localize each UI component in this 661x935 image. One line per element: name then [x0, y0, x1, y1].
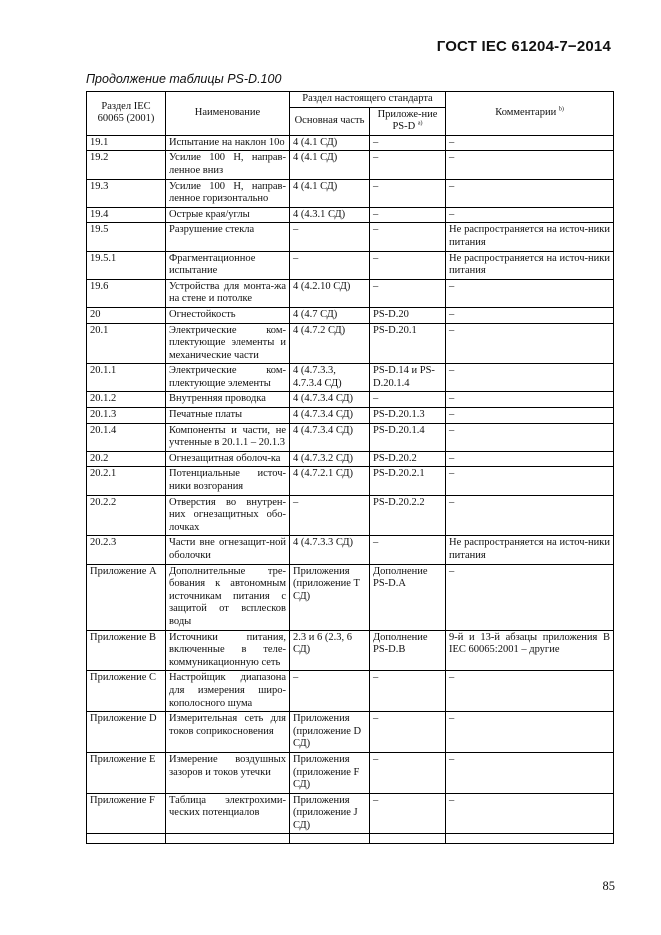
main-part-cell: Приложения (приложение D СД)	[290, 712, 370, 753]
footnote-b: b)	[558, 106, 564, 113]
name-cell: Огнестойкость	[166, 307, 290, 323]
table-row	[87, 423, 614, 451]
main-part-cell: 4 (4.7 СД)	[290, 307, 370, 323]
comment-cell: –	[446, 467, 614, 495]
comment-cell: –	[446, 323, 614, 364]
main-part-cell: –	[290, 495, 370, 536]
appendix-cell: –	[370, 536, 446, 564]
table-row	[87, 307, 614, 323]
blank-cell	[87, 834, 166, 844]
comment-cell: –	[446, 712, 614, 753]
section-cell: Приложение E	[87, 752, 166, 793]
name-cell: Усилие 100 Н, направ-ленное вниз	[166, 151, 290, 179]
comment-cell: –	[446, 179, 614, 207]
table-row	[87, 323, 614, 364]
appendix-cell: –	[370, 207, 446, 223]
section-cell: 19.5.1	[87, 251, 166, 279]
appendix-cell: –	[370, 135, 446, 151]
section-cell: 19.3	[87, 179, 166, 207]
page-number: 85	[602, 879, 615, 893]
table-row	[87, 630, 614, 671]
name-cell: Фрагментационное испытание	[166, 251, 290, 279]
appendix-cell: PS-D.20.2.2	[370, 495, 446, 536]
section-cell: 20.2	[87, 451, 166, 467]
name-cell: Разрушение стекла	[166, 223, 290, 251]
main-part-cell: 4 (4.7.2.1 СД)	[290, 467, 370, 495]
appendix-cell: –	[370, 151, 446, 179]
blank-row	[87, 834, 614, 844]
standard-header: ГОСТ IEC 61204-7−2014	[436, 38, 611, 55]
main-part-cell: Приложения (приложение Т СД)	[290, 564, 370, 630]
name-cell: Усилие 100 Н, направ-ленное горизонтально	[166, 179, 290, 207]
table-row	[87, 135, 614, 151]
name-cell: Печатные платы	[166, 408, 290, 424]
appendix-cell: PS-D.20.1.4	[370, 423, 446, 451]
appendix-cell: –	[370, 279, 446, 307]
appendix-cell: –	[370, 752, 446, 793]
section-cell: 19.4	[87, 207, 166, 223]
appendix-cell: –	[370, 712, 446, 753]
table-row	[87, 279, 614, 307]
appendix-cell: –	[370, 251, 446, 279]
main-part-cell: –	[290, 223, 370, 251]
header-section-std: Раздел настоящего стандарта	[290, 92, 446, 108]
main-part-cell: 2.3 и 6 (2.3, 6 СД)	[290, 630, 370, 671]
header-appendix: Приложе-ние PS-D $^{a)}$	[370, 107, 446, 135]
header-name: Наименование	[166, 92, 290, 136]
name-cell: Отверстия во внутрен-них огнезащитных обо-лочках	[166, 495, 290, 536]
name-cell: Компоненты и части, не учтенные в 20.1.1 – 20.1.3	[166, 423, 290, 451]
name-cell: Части вне огнезащит-ной оболочки	[166, 536, 290, 564]
comment-cell: –	[446, 279, 614, 307]
header-comments: Комментарии $^{b)}$	[446, 92, 614, 136]
comment-cell: –	[446, 151, 614, 179]
comment-cell: 9-й и 13-й абзацы приложения В IEC 60065:2001 – другие	[446, 630, 614, 671]
section-cell: 20.1	[87, 323, 166, 364]
table-row	[87, 752, 614, 793]
comment-cell: –	[446, 423, 614, 451]
section-cell: 20	[87, 307, 166, 323]
section-cell: 20.1.1	[87, 364, 166, 392]
appendix-cell: Дополнение PS-D.A	[370, 564, 446, 630]
name-cell: Испытание на наклон 10о	[166, 135, 290, 151]
name-cell: Острые края/углы	[166, 207, 290, 223]
name-cell: Дополнительные тре-бования к автономным источникам питания с защитой от всплесков воды	[166, 564, 290, 630]
comment-cell: –	[446, 451, 614, 467]
section-cell: Приложение В	[87, 630, 166, 671]
table-row	[87, 207, 614, 223]
section-cell: Приложение А	[87, 564, 166, 630]
section-cell: 20.1.2	[87, 392, 166, 408]
table-row	[87, 495, 614, 536]
table-row	[87, 392, 614, 408]
main-part-cell: –	[290, 671, 370, 712]
main-part-cell: 4 (4.7.3.3 СД)	[290, 536, 370, 564]
blank-cell	[370, 834, 446, 844]
main-part-cell: 4 (4.7.3.4 СД)	[290, 423, 370, 451]
name-cell: Огнезащитная оболоч-ка	[166, 451, 290, 467]
table-row	[87, 793, 614, 834]
main-part-cell: 4 (4.3.1 СД)	[290, 207, 370, 223]
main-part-cell: 4 (4.7.3.4 СД)	[290, 392, 370, 408]
table-row	[87, 564, 614, 630]
table-row	[87, 467, 614, 495]
footnote-a: a)	[417, 120, 423, 127]
main-part-cell: Приложения (приложение F СД)	[290, 752, 370, 793]
main-part-cell: 4 (4.7.2 СД)	[290, 323, 370, 364]
main-part-cell: 4 (4.7.3.2 СД)	[290, 451, 370, 467]
name-cell: Настройщик диапазона для измерения широ-кополосного шума	[166, 671, 290, 712]
comment-cell: –	[446, 495, 614, 536]
table-row	[87, 712, 614, 753]
blank-cell	[290, 834, 370, 844]
main-part-cell: 4 (4.7.3.3, 4.7.3.4 СД)	[290, 364, 370, 392]
section-cell: 20.2.3	[87, 536, 166, 564]
comment-cell: –	[446, 135, 614, 151]
comment-cell: –	[446, 364, 614, 392]
table-row	[87, 536, 614, 564]
name-cell: Потенциальные источ-ники возгорания	[166, 467, 290, 495]
section-cell: 20.2.2	[87, 495, 166, 536]
appendix-cell: PS-D.20.1	[370, 323, 446, 364]
table-row	[87, 451, 614, 467]
header-section-iec: Раздел IEC 60065 (2001)	[87, 92, 166, 136]
main-part-cell: –	[290, 251, 370, 279]
name-cell: Внутренняя проводка	[166, 392, 290, 408]
appendix-cell: –	[370, 793, 446, 834]
appendix-cell: PS-D.20.2.1	[370, 467, 446, 495]
appendix-cell: –	[370, 671, 446, 712]
requirements-table	[86, 91, 614, 844]
section-cell: 19.6	[87, 279, 166, 307]
section-cell: Приложение F	[87, 793, 166, 834]
name-cell: Устройства для монта-жа на стене и потолке	[166, 279, 290, 307]
comment-cell: –	[446, 207, 614, 223]
comment-cell: –	[446, 564, 614, 630]
header-main-part: Основная часть	[290, 107, 370, 135]
main-part-cell: Приложения (приложение J СД)	[290, 793, 370, 834]
comment-cell: –	[446, 671, 614, 712]
comment-cell: –	[446, 752, 614, 793]
comment-cell: Не распространяется на источ-ники питания	[446, 536, 614, 564]
table-row	[87, 151, 614, 179]
blank-cell	[446, 834, 614, 844]
table-row	[87, 223, 614, 251]
comment-cell: –	[446, 392, 614, 408]
table-row	[87, 364, 614, 392]
main-part-cell: 4 (4.1 СД)	[290, 179, 370, 207]
appendix-cell: PS-D.20	[370, 307, 446, 323]
name-cell: Электрические ком-плектующие элементы	[166, 364, 290, 392]
section-cell: 19.5	[87, 223, 166, 251]
section-cell: 19.2	[87, 151, 166, 179]
main-part-cell: 4 (4.1 СД)	[290, 135, 370, 151]
table-caption: Продолжение таблицы PS-D.100	[86, 72, 282, 86]
appendix-cell: PS-D.20.2	[370, 451, 446, 467]
name-cell: Измерительная сеть для токов соприкосновения	[166, 712, 290, 753]
name-cell: Измерение воздушных зазоров и токов утечки	[166, 752, 290, 793]
table-row	[87, 671, 614, 712]
name-cell: Электрические ком-плектующие элементы и механические части	[166, 323, 290, 364]
section-cell: 20.1.3	[87, 408, 166, 424]
table-row	[87, 408, 614, 424]
table-row	[87, 179, 614, 207]
section-cell: 20.2.1	[87, 467, 166, 495]
appendix-cell: PS-D.20.1.3	[370, 408, 446, 424]
comment-cell: –	[446, 408, 614, 424]
appendix-cell: –	[370, 392, 446, 408]
main-part-cell: 4 (4.1 СД)	[290, 151, 370, 179]
main-part-cell: 4 (4.7.3.4 СД)	[290, 408, 370, 424]
name-cell: Источники питания, включенные в теле-коммуникационную сеть	[166, 630, 290, 671]
comment-cell: –	[446, 793, 614, 834]
blank-cell	[166, 834, 290, 844]
comment-cell: Не распространяется на источ-ники питания	[446, 251, 614, 279]
section-cell: 20.1.4	[87, 423, 166, 451]
comment-cell: –	[446, 307, 614, 323]
appendix-cell: –	[370, 179, 446, 207]
appendix-cell: –	[370, 223, 446, 251]
table-row	[87, 251, 614, 279]
section-cell: 19.1	[87, 135, 166, 151]
main-part-cell: 4 (4.2.10 СД)	[290, 279, 370, 307]
name-cell: Таблица электрохими-ческих потенциалов	[166, 793, 290, 834]
appendix-cell: Дополнение PS-D.B	[370, 630, 446, 671]
appendix-cell: PS-D.14 и PS-D.20.1.4	[370, 364, 446, 392]
comment-cell: Не распространяется на источ-ники питания	[446, 223, 614, 251]
section-cell: Приложение D	[87, 712, 166, 753]
section-cell: Приложение С	[87, 671, 166, 712]
